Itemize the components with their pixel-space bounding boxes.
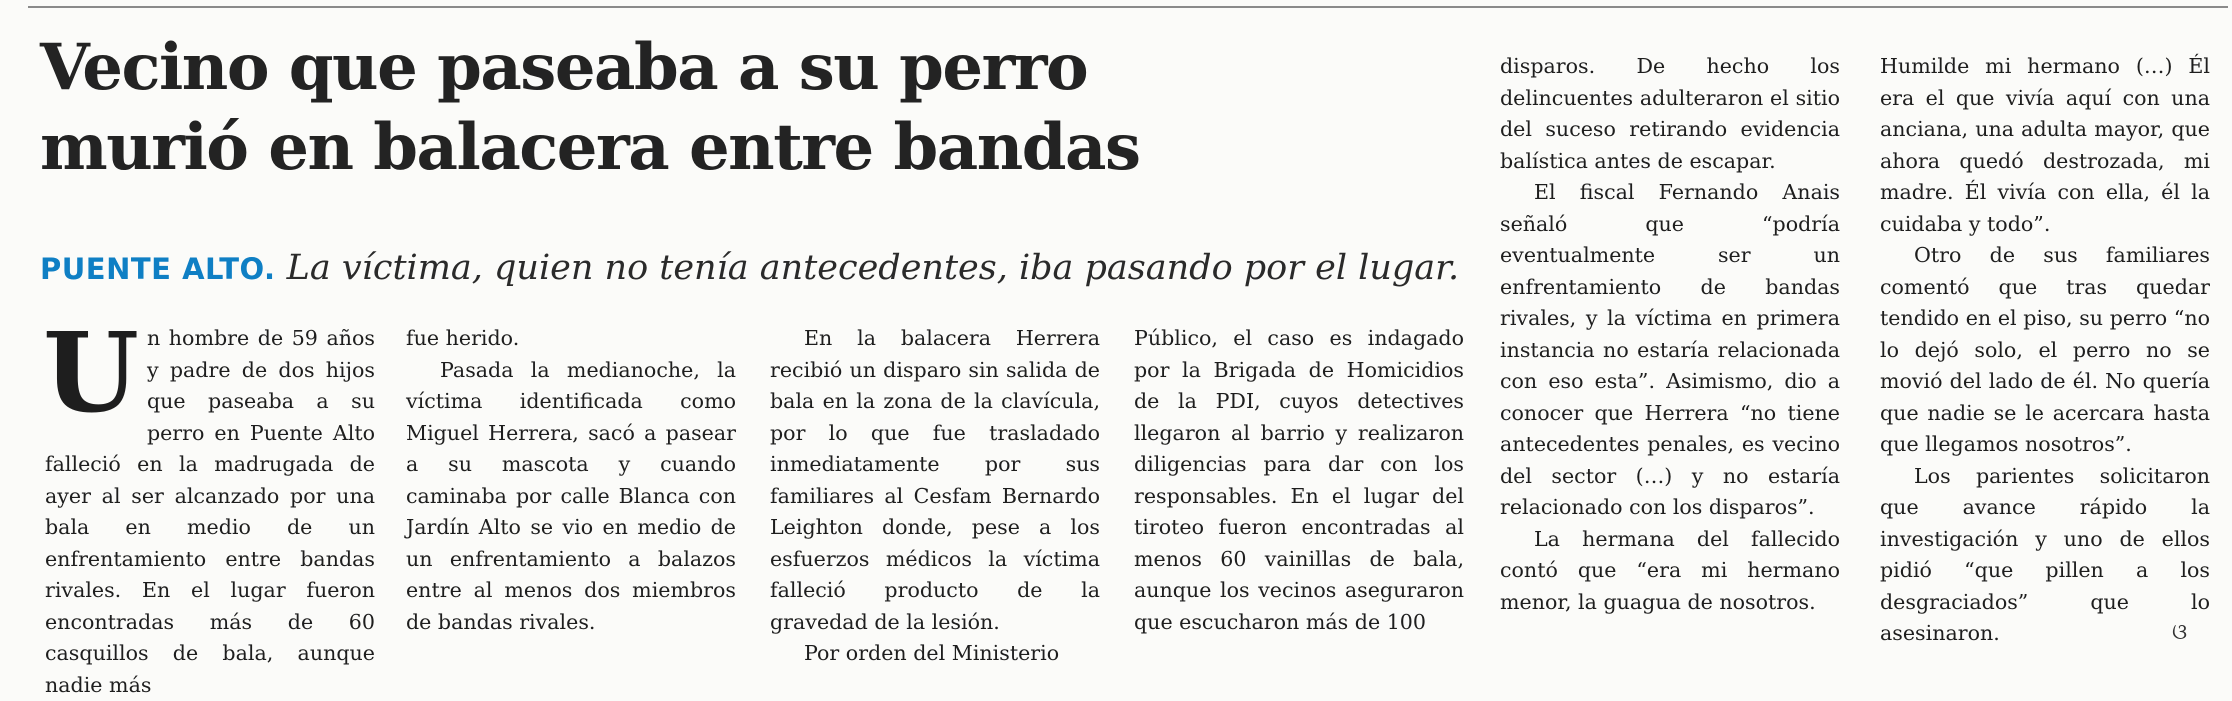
paragraph: La hermana del fallecido contó que “era mi hermano menor, la guagua de nosotros. xyxy=(1500,526,1840,614)
paragraph: Humilde mi hermano (…) Él era el que vivía aquí con una anciana, una adulta mayor, que ahora quedó destrozada, mi madre. Él vivía con ella, él la cuidaba y todo”. xyxy=(1880,54,2210,236)
column-2 xyxy=(406,323,736,638)
paragraph: Los parientes solicitaron que avance rápido la investigación y uno de ellos pidió “que pillen a los desgraciados” que lo asesinaron. xyxy=(1880,463,2210,645)
paragraph: Por orden del Ministerio xyxy=(804,641,1060,665)
column-5 xyxy=(1500,51,1840,618)
paragraph: Pasada la medianoche, la víctima identificada como Miguel Herrera, sacó a pasear a su mascota y cuando caminaba por calle Blanca con Jardín Alto se vio en medio de un enfrentamiento a balazos entre al menos dos miembros de bandas rivales. xyxy=(406,357,736,634)
location-kicker: PUENTE ALTO. xyxy=(40,252,276,286)
end-of-article-icon: ଓ xyxy=(2172,620,2188,645)
paragraph: disparos. De hecho los delincuentes adulteraron el sitio del suceso retirando evidencia balística antes de escapar. xyxy=(1500,54,1840,173)
column-4 xyxy=(1134,323,1464,638)
headline xyxy=(40,28,1460,188)
headline-line-1: Vecino que paseaba a su perro xyxy=(40,30,1088,105)
top-rule xyxy=(28,6,2228,8)
deck-text: La víctima, quien no tenía antecedentes, iba pasando por el lugar. xyxy=(286,248,1460,288)
column-6 xyxy=(1880,51,2210,650)
headline-line-2: murió en balacera entre bandas xyxy=(40,110,1140,185)
paragraph: En la balacera Herrera recibió un disparo sin salida de bala en la zona de la clavícula, por lo que fue trasladado inmediatamente por sus familiares al Cesfam Bernardo Leighton donde, pese a los esfuerzos médicos la víctima falleció producto de la gravedad de la lesión. xyxy=(770,326,1100,634)
column-3 xyxy=(770,323,1100,670)
paragraph: El fiscal Fernando Anais señaló que “podría eventualmente ser un enfrentamiento de bandas rivales, y la víctima en primera instancia no estaría relacionada con eso esta”. Asimismo, dio a conocer que Herrera “no tiene antecedentes penales, es vecino del sector (…) y no estaría relacionado con los disparos”. xyxy=(1500,180,1840,519)
paragraph: Otro de sus familiares comentó que tras quedar tendido en el piso, su perro “no lo dejó solo, el perro no se movió del lado de él. No quería que nadie se le acercara hasta que llegamos nosotros”. xyxy=(1880,243,2210,456)
column-1-text: n hombre de 59 años y padre de dos hijos que paseaba a su perro en Puente Alto falleció en la madrugada de ayer al ser alcanzado por una bala en medio de un enfrentamiento entre bandas rivales. En el lugar fueron encontradas más de 60 casquillos de bala, aunque nadie más xyxy=(45,326,375,697)
paragraph: Público, el caso es indagado por la Brigada de Homicidios de la PDI, cuyos detectives llegaron al barrio y realizaron diligencias para dar con los responsables. En el lugar del tiroteo fueron encontradas al menos 60 vainillas de bala, aunque los vecinos aseguraron que escucharon más de 100 xyxy=(1134,326,1464,634)
subhead xyxy=(40,246,1460,291)
column-1 xyxy=(43,308,375,701)
drop-cap: U xyxy=(43,308,139,437)
paragraph: fue herido. xyxy=(406,326,520,350)
